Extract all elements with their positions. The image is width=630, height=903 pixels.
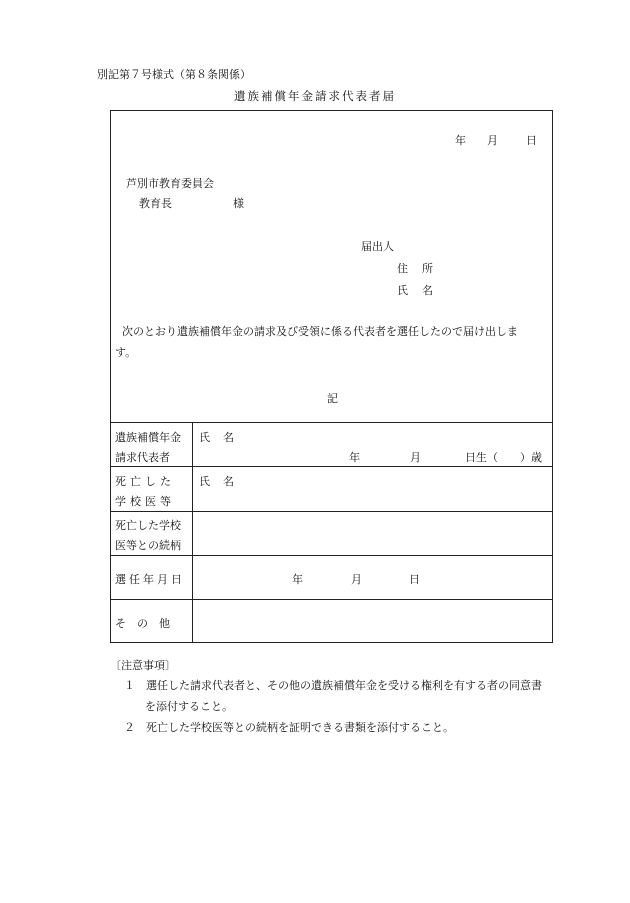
row1-month: 月 (410, 451, 421, 464)
statement-line-2: す。 (115, 346, 137, 359)
row1-name-label-1: 氏 (199, 431, 210, 444)
table-rule-3 (111, 555, 552, 556)
row3-label-a: 死亡した学校 (115, 519, 181, 532)
date-day-label: 日 (526, 134, 537, 147)
form-reference: 別記第７号様式（第８条関係） (97, 68, 251, 81)
row5-label: そ の 他 (115, 617, 170, 630)
note-1-line-1: １ 選任した請求代表者と、その他の遺族補償年金を受ける権利を有する者の同意書 (124, 679, 542, 692)
form-box (110, 110, 553, 643)
addressee-org: 芦別市教育委員会 (126, 177, 214, 190)
date-month-label: 月 (487, 134, 498, 147)
addressee-title: 教育長 (139, 197, 172, 210)
table-rule-2 (111, 511, 552, 512)
addressee-honorific: 様 (233, 197, 244, 210)
row1-label-b: 請求代表者 (115, 451, 170, 464)
row4-month: 月 (351, 573, 362, 586)
row2-label-a: 死亡した (115, 475, 175, 488)
address-label-2: 所 (422, 262, 433, 275)
row3-label-b: 医等との続柄 (115, 539, 181, 552)
ki-label: 記 (327, 392, 338, 405)
table-top-rule (111, 422, 552, 423)
notes-header: 〔注意事項〕 (110, 659, 176, 672)
row2-label-b: 学校医等 (115, 495, 175, 508)
row4-year: 年 (292, 573, 303, 586)
note-1-line-2: を添付すること。 (145, 700, 233, 713)
row1-name-label-2: 名 (223, 431, 234, 444)
statement-line-1: 次のとおり遺族補償年金の請求及び受領に係る代表者を選任したので届け出しま (122, 325, 518, 338)
row2-name-label-2: 名 (223, 475, 234, 488)
date-year-label: 年 (455, 134, 466, 147)
row4-day: 日 (409, 573, 420, 586)
row1-birth-age: 日生（ ）歳 (465, 451, 542, 464)
row2-name-label-1: 氏 (199, 475, 210, 488)
table-rule-1 (111, 466, 552, 467)
row1-year: 年 (349, 451, 360, 464)
row1-label-a: 遺族補償年金 (115, 431, 181, 444)
name-label-1: 氏 (397, 284, 408, 297)
name-label-2: 名 (422, 284, 433, 297)
document-title: 遺族補償年金請求代表者届 (234, 89, 396, 103)
row4-label: 選任年月日 (115, 573, 185, 586)
address-label-1: 住 (397, 262, 408, 275)
applicant-label: 届出人 (361, 240, 394, 253)
table-column-divider (192, 422, 193, 643)
table-rule-4 (111, 599, 552, 600)
note-2: ２ 死亡した学校医等との続柄を証明できる書類を添付すること。 (124, 721, 454, 734)
